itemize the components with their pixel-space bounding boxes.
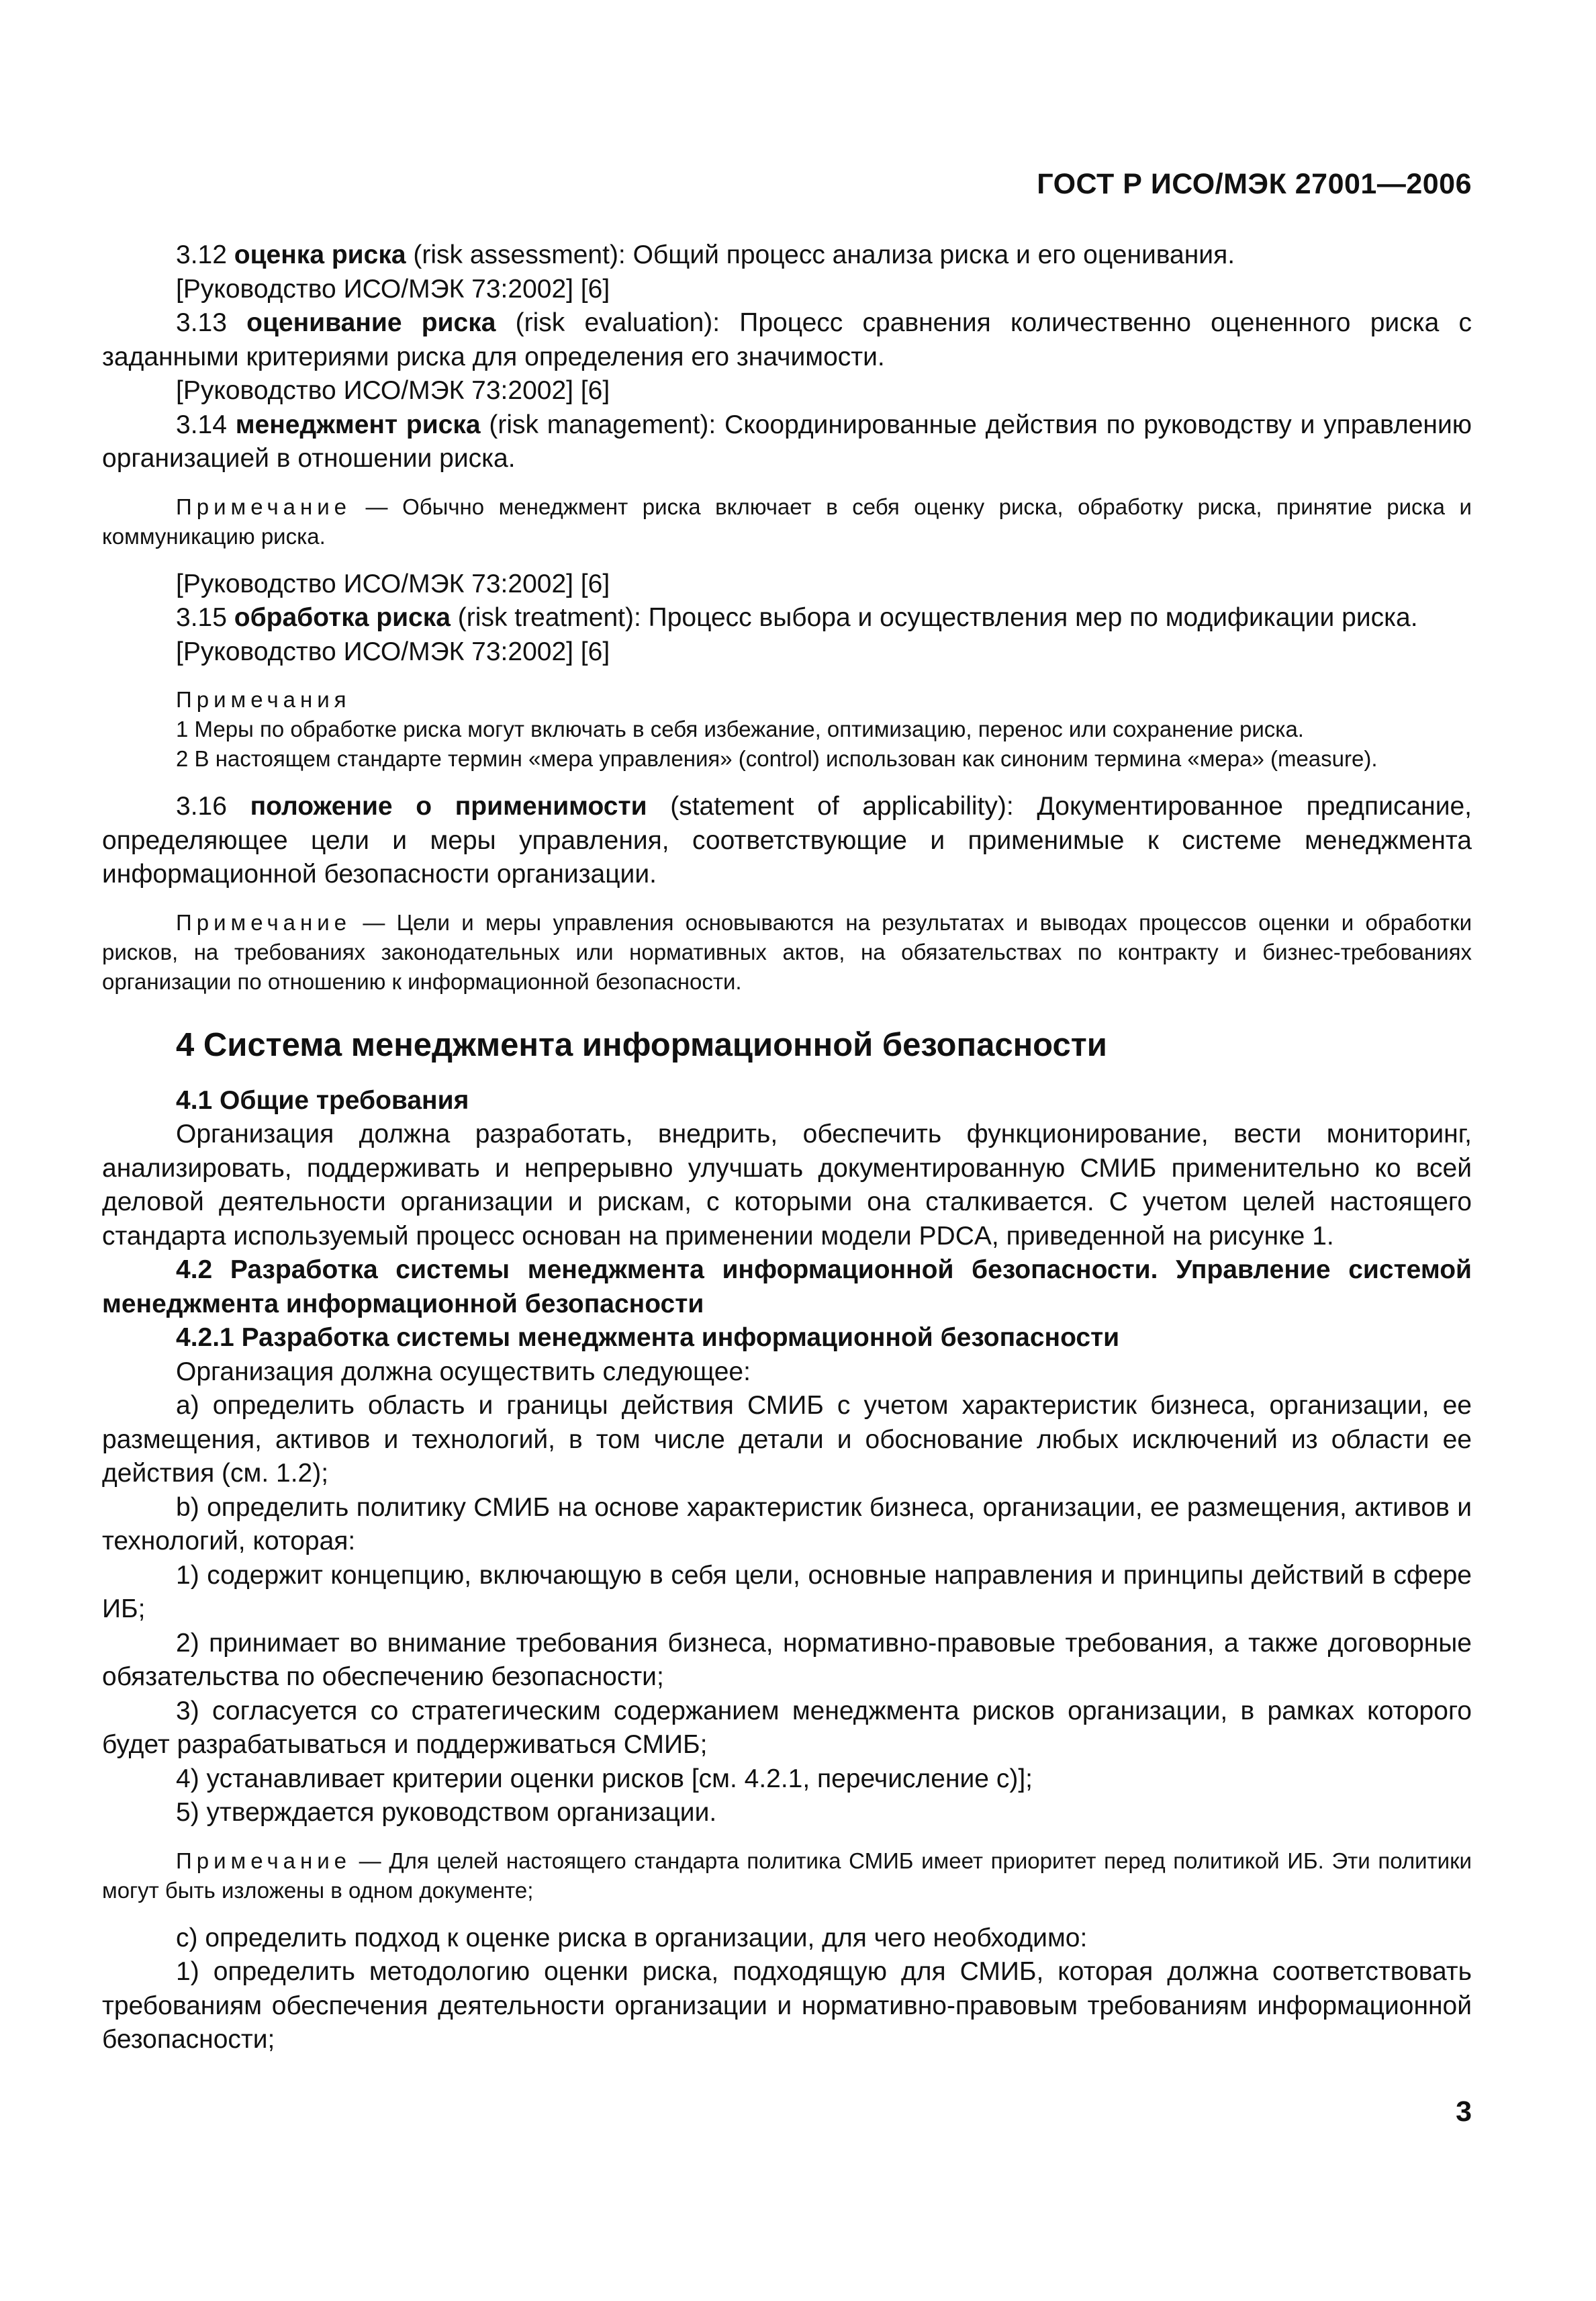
note-item-b (102, 1846, 1472, 1905)
note-label: Примечание (176, 1848, 352, 1873)
note-label: Примечание (176, 909, 352, 935)
list-item-b-5: 5) утверждается руководством организации. (176, 1798, 717, 1827)
term-name: оценивание риска (246, 308, 496, 337)
note-label: Примечание (176, 494, 352, 519)
note-item: 2 В настоящем стандарте термин «мера управления» (control) использован как синоним термина «мера» (measure). (176, 746, 1378, 771)
page-content (102, 238, 1472, 2057)
section-4-2-1-title: 4.2.1 Разработка системы менеджмента информационной безопасности (176, 1323, 1120, 1352)
note-text: — Цели и меры управления основываются на результатах и выводах процессов оценки и обработки рисков, на требованиях законодательных или нормативных актов, на обязательствах по контракту и бизнес-требованиях организации по отношению к информационной безопасности. (102, 909, 1472, 994)
list-item-b: b) определить политику СМИБ на основе характеристик бизнеса, организации, ее размещения, активов и технологий, которая: (102, 1492, 1472, 1555)
term-definition: (risk assessment): Общий процесс анализа риска и его оценивания. (406, 240, 1235, 269)
note-text: — Для целей настоящего стандарта политика СМИБ имеет приоритет перед политикой ИБ. Эти политики могут быть изложены в одном документе; (102, 1848, 1472, 1903)
term-name: обработка риска (234, 603, 451, 632)
term-name: менеджмент риска (235, 410, 481, 439)
term-3-14 (102, 408, 1472, 476)
term-number: 3.13 (176, 308, 227, 337)
note-label: Примечания (176, 687, 351, 712)
term-definition: (risk evaluation): Процесс сравнения количественно оцененного риска с заданными критериями риска для определения его значимости. (102, 308, 1472, 371)
term-3-13 (102, 306, 1472, 374)
page-number: 3 (1456, 2095, 1472, 2128)
term-source: [Руководство ИСО/МЭК 73:2002] [6] (176, 637, 610, 666)
term-definition: (risk treatment): Процесс выбора и осуществления мер по модификации риска. (450, 603, 1418, 632)
list-item-b-1: 1) содержит концепцию, включающую в себя цели, основные направления и принципы действий в сфере ИБ; (102, 1560, 1472, 1623)
list-item-c-1: 1) определить методологию оценки риска, подходящую для СМИБ, которая должна соответствовать требованиям обеспечения деятельности организации и нормативно-правовым требованиям информационной безопасности; (102, 1957, 1472, 2054)
note-item: 1 Меры по обработке риска могут включать в себя избежание, оптимизацию, перенос или сохранение риска. (176, 717, 1304, 741)
term-name: оценка риска (234, 240, 406, 269)
term-number: 3.16 (176, 792, 227, 821)
term-3-15 (102, 601, 1472, 635)
term-number: 3.15 (176, 603, 227, 632)
document-code-header: ГОСТ Р ИСО/МЭК 27001—2006 (1037, 168, 1472, 200)
section-4-1-title: 4.1 Общие требования (176, 1085, 469, 1115)
list-item-b-3: 3) согласуется со стратегическим содержанием менеджмента рисков организации, в рамках которого будет разрабатываться и поддерживаться СМИБ; (102, 1696, 1472, 1759)
term-number: 3.14 (176, 410, 227, 439)
term-definition: (statement of applicability): Документированное предписание, определяющее цели и меры управления, соответствующие и применимые к системе менеджмента информационной безопасности организации. (102, 792, 1472, 889)
note-3-14 (102, 492, 1472, 551)
section-4-2-1-intro: Организация должна осуществить следующее: (176, 1357, 751, 1386)
term-3-12 (102, 238, 1472, 273)
section-4-2-title: 4.2 Разработка системы менеджмента информационной безопасности. Управление системой менеджмента информационной безопасности (102, 1255, 1472, 1318)
term-source: [Руководство ИСО/МЭК 73:2002] [6] (176, 274, 610, 304)
list-item-a: a) определить область и границы действия СМИБ с учетом характеристик бизнеса, организации, ее размещения, активов и технологий, в том числе детали и обоснование любых исключений из области ее действия (см. 1.2); (102, 1391, 1472, 1488)
note-3-16 (102, 908, 1472, 997)
term-source: [Руководство ИСО/МЭК 73:2002] [6] (176, 376, 610, 405)
notes-3-15-label (102, 685, 1472, 715)
list-item-b-4: 4) устанавливает критерии оценки рисков [см. 4.2.1, перечисление с)]; (176, 1764, 1033, 1793)
section-4-title: 4 Система менеджмента информационной безопасности (176, 1026, 1107, 1063)
term-3-16 (102, 790, 1472, 892)
list-item-c: c) определить подход к оценке риска в организации, для чего необходимо: (176, 1923, 1088, 1952)
section-4-1-text: Организация должна разработать, внедрить, обеспечить функционирование, вести мониторинг, анализировать, поддерживать и непрерывно улучшать документированную СМИБ применительно ко всей деловой деятельности организации и рискам, с которыми она сталкивается. С учетом целей настоящего стандарта используемый процесс основан на применении модели PDCA, приведенной на рисунке 1. (102, 1120, 1472, 1251)
list-item-b-2: 2) принимает во внимание требования бизнеса, нормативно-правовые требования, а также договорные обязательства по обеспечению безопасности; (102, 1628, 1472, 1691)
term-source: [Руководство ИСО/МЭК 73:2002] [6] (176, 569, 610, 598)
term-definition: (risk management): Скоординированные действия по руководству и управлению организацией в отношении риска. (102, 410, 1472, 473)
note-text: — Обычно менеджмент риска включает в себя оценку риска, обработку риска, принятие риска и коммуникацию риска. (102, 494, 1472, 549)
term-number: 3.12 (176, 240, 227, 269)
term-name: положение о применимости (250, 792, 647, 821)
